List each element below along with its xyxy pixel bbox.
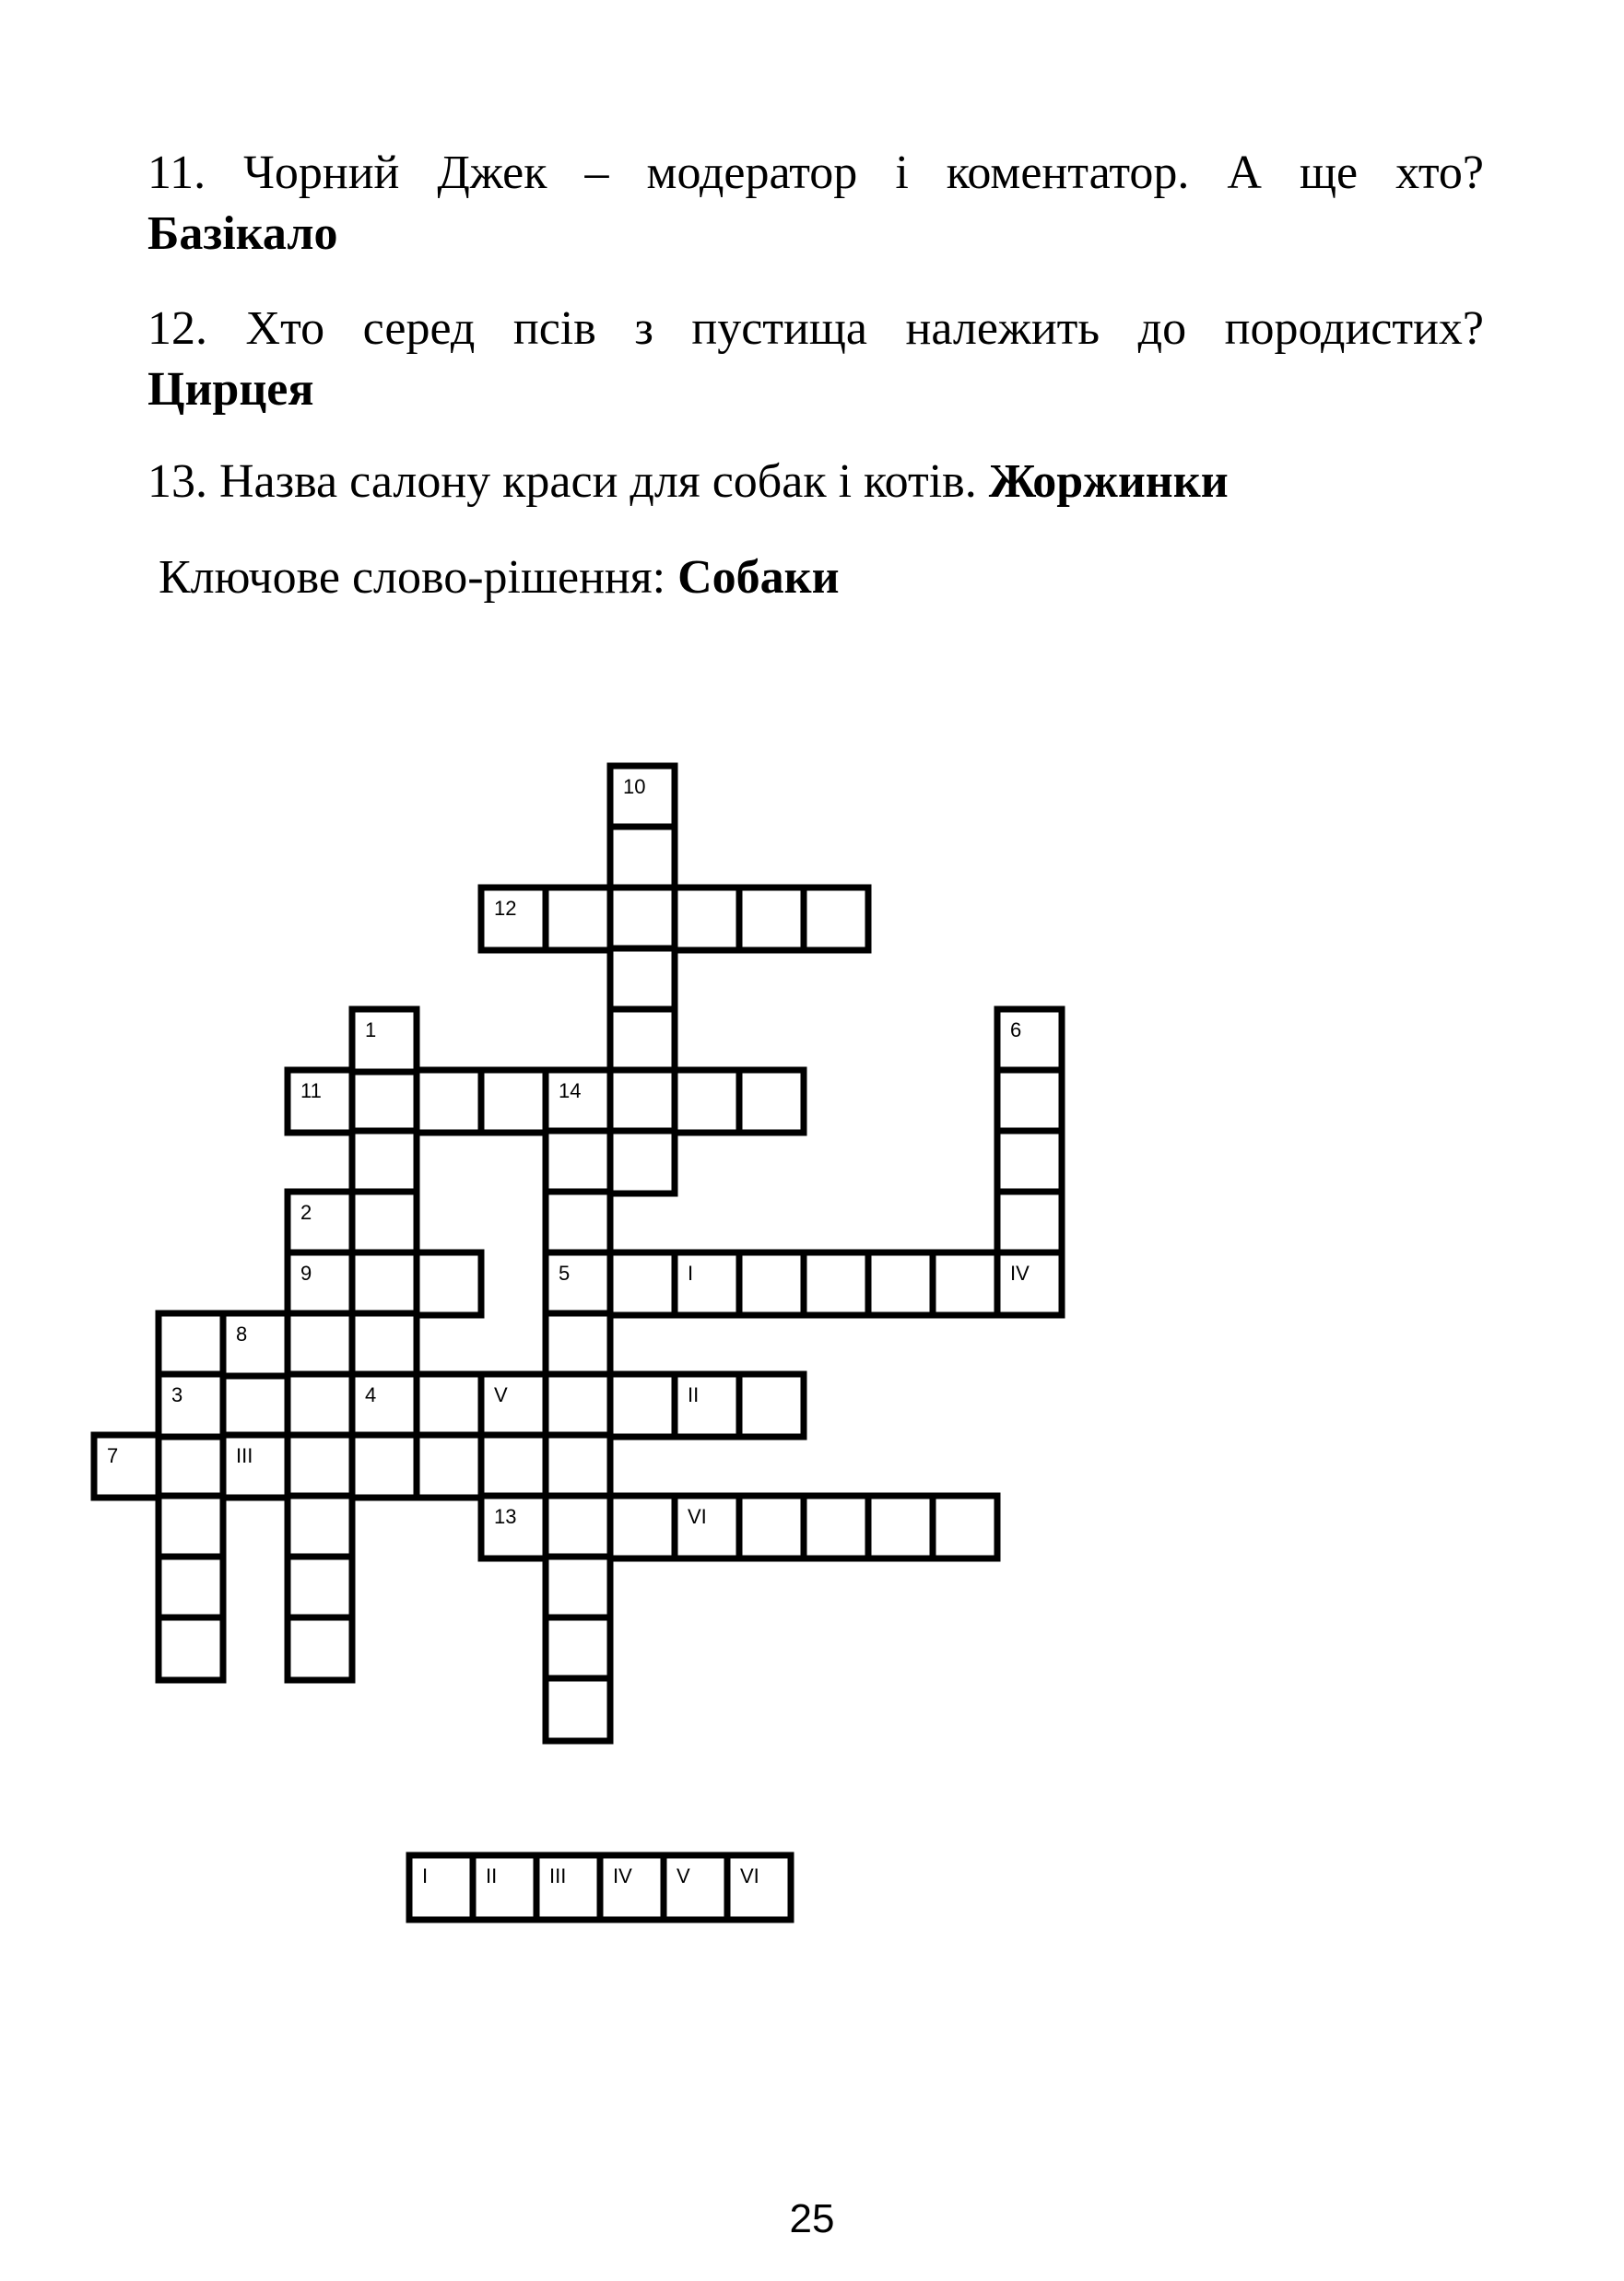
crossword-cell[interactable] [610,827,675,889]
crossword-cell[interactable] [481,1435,546,1498]
crossword-cell[interactable] [159,1313,223,1376]
key-word-answer: Собаки [677,551,840,604]
crossword-cell[interactable] [417,1435,481,1498]
crossword-cell[interactable] [288,1192,352,1254]
crossword-cell[interactable] [610,888,675,950]
crossword-cell[interactable] [481,1070,546,1133]
crossword-clue-number: 12 [494,897,517,920]
crossword-cell[interactable] [288,1496,352,1558]
crossword-cell[interactable] [159,1557,223,1619]
key-word-label: Ключове слово-рішення: [159,551,666,604]
crossword-cell[interactable] [352,1313,417,1376]
crossword-cell[interactable] [739,1252,804,1315]
crossword-cell[interactable] [352,1131,417,1193]
solution-cell-label: IV [613,1864,632,1887]
solution-cell-label: V [677,1864,690,1887]
crossword-cell[interactable] [546,1557,610,1619]
crossword-clue-number: 8 [236,1323,248,1346]
crossword-cell[interactable] [610,948,675,1011]
crossword-cell[interactable] [352,1009,417,1072]
crossword-cell[interactable] [546,1192,610,1254]
crossword-clue-number: 7 [107,1444,119,1467]
crossword-cell[interactable] [546,1496,610,1558]
crossword-clue-number: 10 [623,775,646,798]
crossword-cell[interactable] [417,1374,481,1437]
crossword-cell[interactable] [868,1496,933,1558]
crossword-cell[interactable] [610,1496,675,1558]
crossword-cell[interactable] [288,1374,352,1437]
crossword-cell[interactable] [159,1435,223,1498]
crossword-clue-number: V [494,1383,508,1406]
crossword-cell[interactable] [933,1496,997,1558]
crossword-clue-number: 4 [365,1383,377,1406]
crossword-cell[interactable] [804,888,868,950]
crossword-cell[interactable] [546,1374,610,1437]
crossword-cell[interactable] [546,1617,610,1680]
crossword-cell[interactable] [546,1131,610,1193]
crossword-cell[interactable] [546,1435,610,1498]
crossword-clue-number: I [688,1262,694,1285]
solution-cell-label: II [486,1864,498,1887]
question-13-text: 13. Назва салону краси для собак і котів. [147,455,977,508]
crossword-cell[interactable] [546,1313,610,1376]
crossword-cell[interactable] [481,1374,546,1437]
crossword-cell[interactable] [997,1192,1062,1254]
crossword-cell[interactable] [417,1252,481,1315]
crossword-cell[interactable] [610,1131,675,1193]
crossword-cell[interactable] [610,1070,675,1133]
question-12-answer: Цирцея [147,363,314,416]
crossword-clue-number: III [236,1444,253,1467]
crossword-cell[interactable] [997,1070,1062,1133]
crossword-cell[interactable] [933,1252,997,1315]
crossword-cell[interactable] [288,1617,352,1680]
crossword-cell[interactable] [288,1313,352,1376]
crossword-clue-number: 3 [171,1383,183,1406]
crossword-cell[interactable] [417,1070,481,1133]
crossword-cell[interactable] [159,1617,223,1680]
crossword-cell[interactable] [739,1374,804,1437]
crossword-cell[interactable] [739,1496,804,1558]
crossword-cell[interactable] [288,1252,352,1315]
crossword-cell[interactable] [288,1435,352,1498]
crossword-cell[interactable] [94,1435,159,1498]
crossword-clue-number: 2 [300,1201,312,1224]
crossword-clue-number: 13 [494,1505,517,1528]
solution-cell[interactable] [536,1855,600,1920]
crossword-cell[interactable] [352,1070,417,1133]
crossword-clue-number: VI [688,1505,707,1528]
crossword-cell[interactable] [159,1374,223,1437]
crossword-cell[interactable] [159,1496,223,1558]
solution-cell-label: I [422,1864,429,1887]
solution-cell[interactable] [409,1855,473,1920]
crossword-cell[interactable] [997,1252,1062,1315]
crossword-cell[interactable] [675,1496,739,1558]
question-11-text: 11. Чорний Джек – модератор і коментатор. А ще хто? [147,147,1484,199]
solution-cell[interactable] [664,1855,727,1920]
crossword-cell[interactable] [546,1252,610,1315]
solution-cell[interactable] [473,1855,536,1920]
solution-cell-label: III [549,1864,567,1887]
crossword-cell[interactable] [997,1009,1062,1072]
crossword-clue-number: II [688,1383,700,1406]
crossword-cell[interactable] [546,888,610,950]
crossword-cell[interactable] [610,1252,675,1315]
crossword-cell[interactable] [675,1252,739,1315]
crossword-cell[interactable] [997,1131,1062,1193]
crossword-clue-number: 5 [559,1262,571,1285]
question-11-answer: Базікало [147,207,338,260]
crossword-cell[interactable] [804,1252,868,1315]
crossword-clue-number: 14 [559,1079,582,1102]
crossword-cell[interactable] [675,1070,739,1133]
crossword-clue-number: 6 [1010,1018,1022,1041]
crossword-cell[interactable] [610,1374,675,1437]
crossword-cell[interactable] [675,888,739,950]
question-12-text: 12. Хто серед псів з пустища належить до породистих? [147,302,1484,355]
crossword-clue-number: IV [1010,1262,1030,1285]
crossword-cell[interactable] [352,1192,417,1254]
crossword-cell[interactable] [546,1678,610,1741]
crossword-cell[interactable] [223,1435,288,1498]
crossword-cell[interactable] [352,1252,417,1315]
crossword-cell[interactable] [352,1374,417,1437]
crossword-cell[interactable] [804,1496,868,1558]
crossword-cell[interactable] [610,1009,675,1072]
crossword-cell[interactable] [739,888,804,950]
crossword-cell[interactable] [739,1070,804,1133]
crossword-clue-number: 11 [300,1079,322,1102]
crossword-cell[interactable] [868,1252,933,1315]
crossword-clue-number: 1 [365,1018,377,1041]
crossword-cell[interactable] [675,1374,739,1437]
crossword-cell[interactable] [352,1435,417,1498]
question-13-answer: Жоржинки [988,455,1229,508]
page-number: 25 [789,2196,835,2241]
solution-cell-label: VI [740,1864,759,1887]
crossword-clue-number: 9 [300,1262,312,1285]
crossword-cell[interactable] [288,1557,352,1619]
crossword-cell[interactable] [223,1313,288,1376]
